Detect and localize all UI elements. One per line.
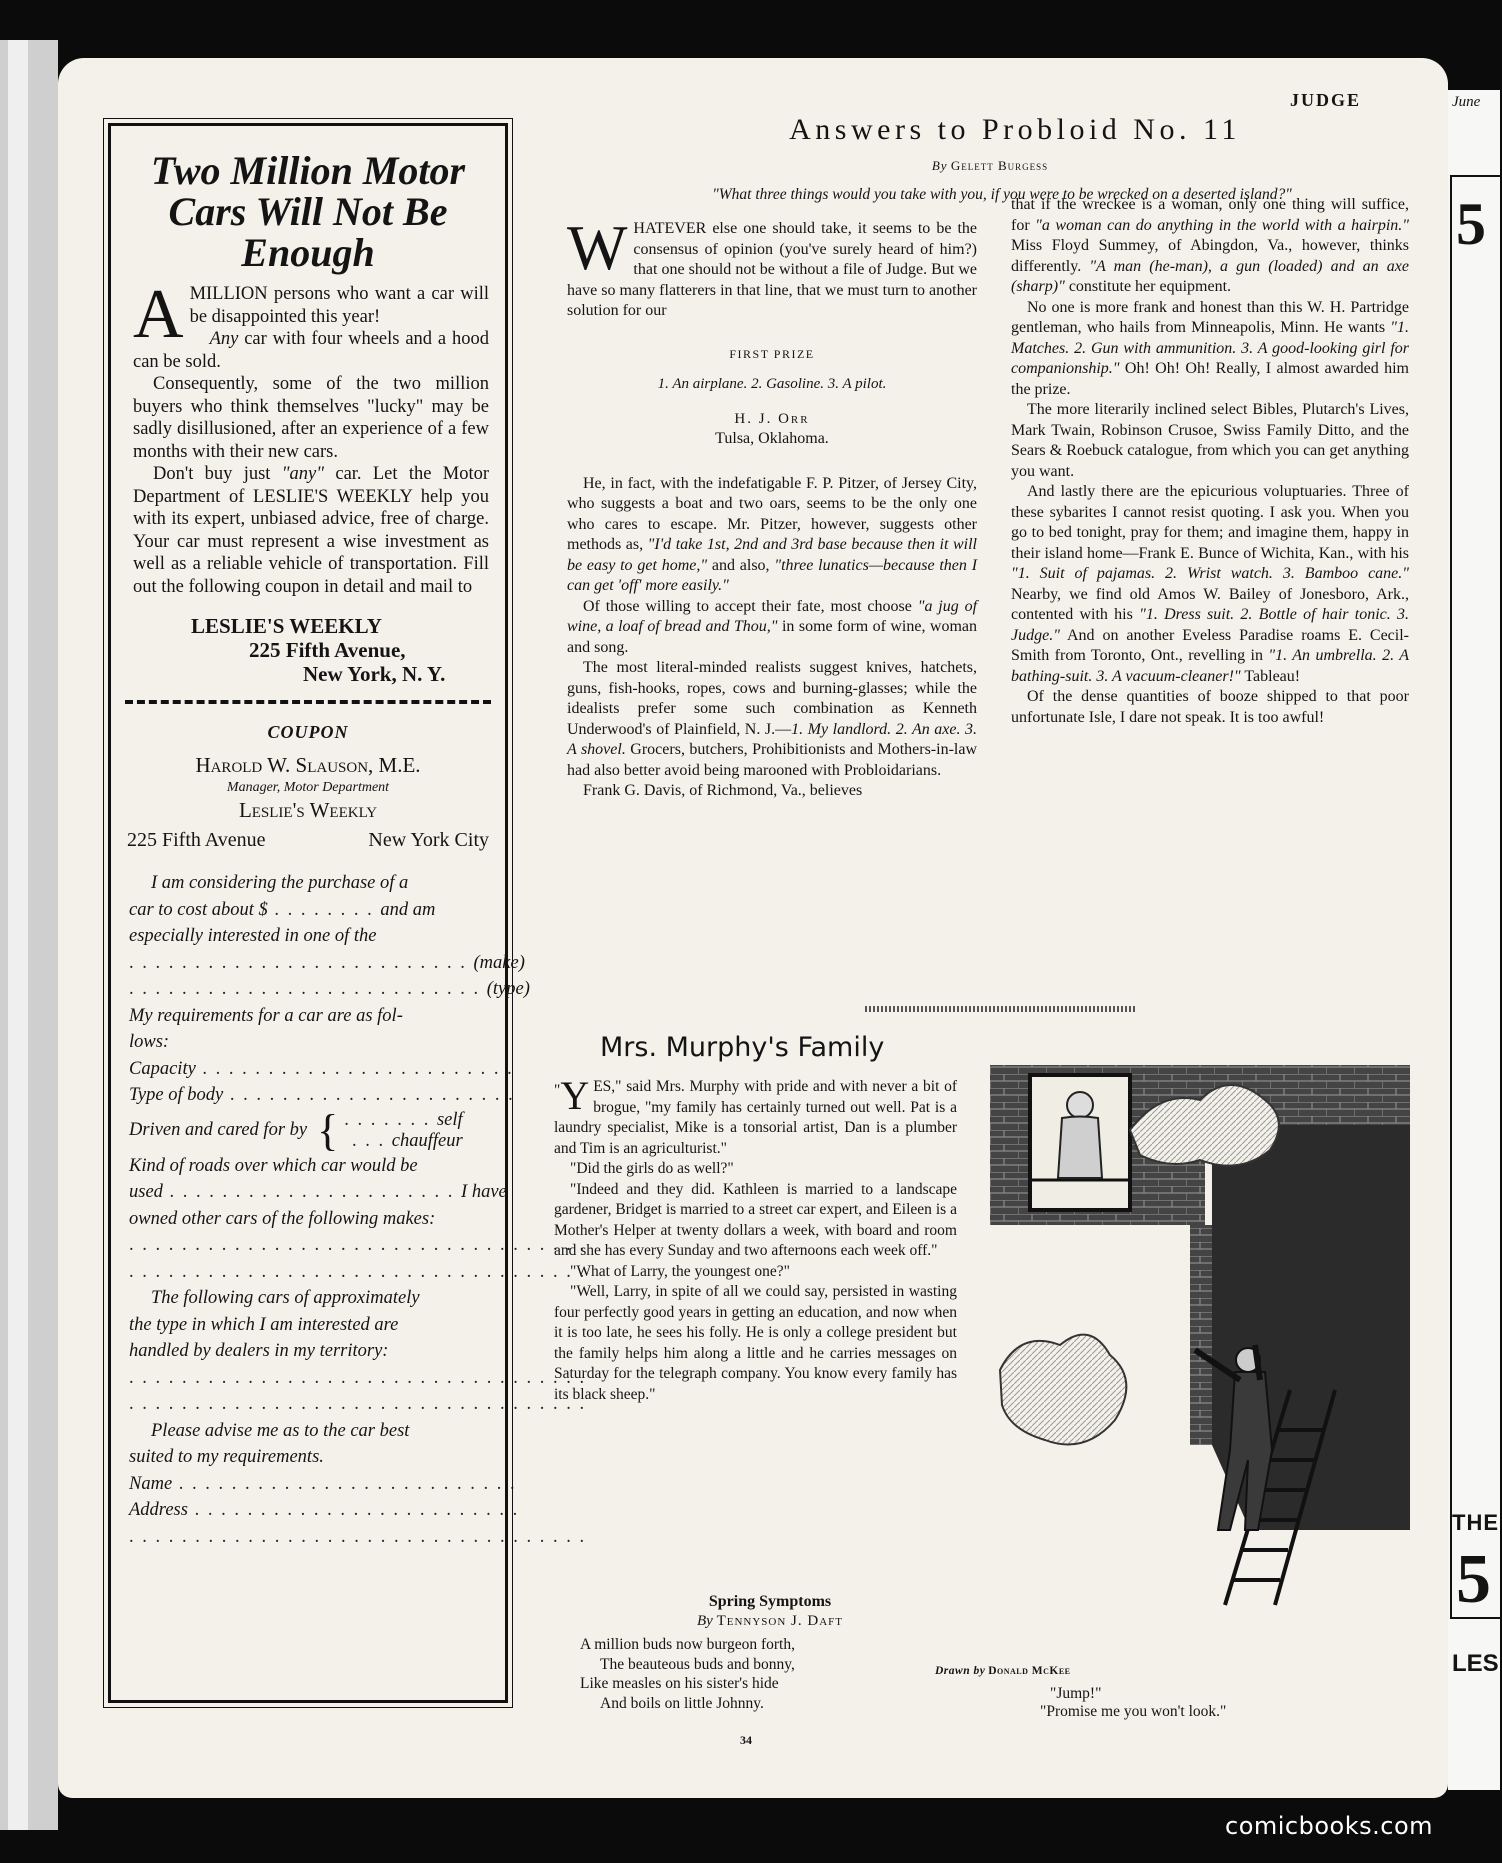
form-capacity-label: Capacity — [129, 1058, 196, 1079]
poem-line-1: A million buds now burgeon forth, — [580, 1636, 795, 1653]
form-address-blank-2[interactable]: . . . . . . . . . . . . . . . . . . . . . . . . . . . . . . . . . . . — [129, 1526, 587, 1547]
c2p4c: And on another Eveless Paradise roams E. Cecil-Smith from Toronto, Ont., revelling in — [1011, 626, 1409, 664]
article-p1-text: HATEVER else one should take, it seems to be the consensus of opinion (you've surely heard of him?) that one should not be without a file of Judge. But we have so many flatterers in that line, that we must turn to another solution for our — [567, 220, 977, 319]
coupon-address — [127, 829, 489, 852]
coupon-form — [111, 852, 587, 1550]
prize-winner-place: Tulsa, Oklahoma. — [715, 430, 829, 447]
brick-pillar — [1190, 1225, 1212, 1445]
section-divider — [865, 1006, 1135, 1012]
article-column-2 — [1011, 195, 1409, 728]
article-c2-p4 — [1011, 482, 1409, 687]
form-line-name[interactable] — [129, 1471, 517, 1498]
left-page-edge-highlight — [8, 40, 28, 1830]
article-c2-p5: Of the dense quantities of booze shipped to that poor unfortunate Isle, I dare not speak. It is too awful! — [1011, 688, 1409, 726]
murphy-title: Mrs. Murphy's Family — [600, 1032, 885, 1063]
page-number: 34 — [740, 1733, 752, 1747]
adjacent-page-digit: 5 — [1456, 191, 1486, 257]
c2p2em: "1. Matches. 2. Gun with ammunition. 3. A good-looking girl for companionship." — [1011, 319, 1409, 377]
coupon-recipient-role: Manager, Motor Department — [226, 780, 390, 795]
murphy-p3: "Indeed and they did. Kathleen is married to a landscape gardener, Bridget is married to a street car expert, and Eileen is a Mother's Helper at twenty dollars a week, with board and room and she has every Sunday and two afternoons each week off." — [554, 1180, 957, 1259]
poem-by: By — [697, 1612, 713, 1629]
form-line-make[interactable] — [129, 950, 525, 977]
form-line-dealers-3: handled by dealers in my territory: — [129, 1341, 389, 1361]
adjacent-page-date: June — [1452, 94, 1481, 110]
article-p5: Frank G. Davis, of Richmond, Va., believes — [583, 782, 863, 799]
ad-dropcap: A — [133, 276, 184, 353]
running-head: JUDGE — [1290, 90, 1362, 110]
credit-pre: Drawn by — [935, 1665, 986, 1677]
c2p1b: Miss Floyd Summey, of Abingdon, Va., however, thinks differently. — [1011, 237, 1409, 275]
form-line-owned: owned other cars of the following makes: — [129, 1208, 436, 1229]
adjacent-page-box — [1450, 175, 1502, 1619]
form-line-driven[interactable] — [129, 1105, 489, 1155]
watermark: comicbooks.com — [1225, 1812, 1434, 1840]
illustration-credit — [935, 1665, 1071, 1677]
form-line-address[interactable] — [129, 1497, 520, 1524]
form-body-label: Type of body — [129, 1085, 224, 1105]
coupon-city: New York City — [368, 829, 489, 851]
form-line-6: My requirements for a car are as fol- — [129, 1005, 403, 1026]
poem-author — [580, 1612, 960, 1632]
c2p1c: constitute her equipment. — [1068, 278, 1232, 295]
c1p3b: in some form of wine, woman and song. — [567, 618, 978, 656]
ad-p2-em: Any — [209, 329, 239, 349]
form-cost-label: car to cost about $ — [129, 899, 268, 920]
article-p2 — [567, 474, 977, 597]
form-line-used[interactable] — [129, 1179, 507, 1206]
form-line-body[interactable] — [129, 1082, 515, 1109]
form-driven-chauffeur[interactable] — [344, 1131, 462, 1152]
form-owned-blank-1[interactable]: . . . . . . . . . . . . . . . . . . . . . . . . . . . . . . . . . . . — [129, 1235, 587, 1255]
leslies-ad-box — [108, 123, 587, 1703]
form-line-advise-1: Please advise me as to the car best — [151, 1420, 410, 1441]
c2p1em1: "a woman can do anything in the world with a hairpin." — [1035, 216, 1410, 234]
form-make-blank[interactable]: . . . . . . . . . . . . . . . . . . . . . . . . . . — [129, 952, 474, 973]
ad-paragraph-4 — [133, 463, 489, 598]
poem-line-4: And boils on little Johnny. — [600, 1694, 764, 1712]
c2p4b: Nearby, we find old Amos W. Bailey of Jonesboro, Ark., contented with his — [1011, 585, 1409, 623]
form-body-blank[interactable]: . . . . . . . . . . . . . . . . . . . . . . — [223, 1085, 515, 1105]
c2p4d: Tableau! — [1244, 667, 1301, 685]
murphy-p1 — [554, 1073, 957, 1159]
form-line-cost[interactable] — [129, 897, 489, 924]
form-line-1: I am considering the purchase of a — [151, 873, 409, 893]
ad-p2-text: car with four wheels and a hood can be sold. — [133, 329, 490, 372]
brace-glyph: { — [317, 1105, 339, 1155]
adjacent-page-les: LES — [1452, 1650, 1499, 1677]
adjacent-page-edge — [1448, 90, 1500, 1790]
form-line-type[interactable] — [129, 976, 530, 1003]
c1p3em: "a jug of wine, a loaf of bread and Thou," — [567, 597, 978, 635]
c1p4b: Grocers, butchers, Prohibitionists and Mothers-in-law had also better avoid being marooned with Probloidarians. — [567, 741, 977, 779]
article-p3 — [567, 597, 977, 659]
ad-p4b: car. Let the Motor Department of LESLIE'S WEEKLY help you with its expert, unbiased advice, free of charge. Your car must represent a wise investment as well as a reliable vehicle of transportation. Fill out the following coupon in detail and mail to — [133, 464, 490, 597]
article-c2-p1 — [1011, 195, 1409, 298]
prize-heading: FIRST PRIZE — [729, 346, 815, 361]
adjacent-page-digit-2: 5 — [1456, 1541, 1491, 1618]
ad-address-line-3: New York, N. Y. — [303, 662, 446, 686]
form-self-label: self — [436, 1109, 463, 1130]
poem-author-name: Tennyson J. Daft — [716, 1612, 843, 1629]
c2p2b: Oh! Oh! Oh! Really, I almost awarded him the prize. — [1011, 360, 1410, 398]
form-cost-blank[interactable]: . . . . . . . . — [267, 899, 381, 920]
c1p3a: Of those willing to accept their fate, most choose — [583, 597, 912, 615]
murphy-p5: "Well, Larry, in spite of all we could say, persisted in wasting four perfectly good years in getting an education, and now when it is too late, he sees his folly. He is only a college president but the family helps him along a little and he carries messages on Saturday for the telegraph company. You know every family has its black sheep." — [554, 1283, 957, 1403]
article-byline — [840, 158, 1140, 174]
form-line-capacity[interactable] — [129, 1056, 514, 1083]
poem-line-2: The beauteous buds and bonny, — [600, 1655, 795, 1673]
form-line-7: lows: — [129, 1032, 170, 1052]
ad-paragraph-2 — [133, 328, 489, 373]
c1p4a: The most literal-minded realists suggest knives, hatchets, guns, fish-hooks, ropes, cows and burning-glasses; while the idealists prefer some such combination as Kenneth Underwood's of Plainfield, N. J.— — [567, 659, 977, 738]
c1p2em2: "three lunatics—because then I can get 'off' more easily." — [567, 556, 978, 594]
coupon-cut-line — [125, 700, 491, 704]
dots-self: . . . . . . . — [344, 1109, 437, 1130]
prize-list: 1. An airplane. 2. Gasoline. 3. A pilot. — [657, 376, 887, 392]
murphy-column — [554, 1073, 957, 1405]
form-line-3: especially interested in one of the — [129, 926, 377, 946]
coupon-street: 225 Fifth Avenue — [127, 829, 266, 851]
form-line-advise-2: suited to my requirements. — [129, 1447, 324, 1467]
article-column-1 — [567, 212, 978, 802]
murphy-p4: "What of Larry, the youngest one?" — [570, 1262, 790, 1280]
form-line-dealers-1: The following cars of approximately — [151, 1288, 420, 1308]
form-driven-label: Driven and cared for by — [129, 1120, 308, 1141]
form-dealers-blank-1[interactable]: . . . . . . . . . . . . . . . . . . . . . . . . . . . . . . . . . . . — [129, 1367, 587, 1388]
ad-p4a: Don't buy just — [153, 464, 271, 484]
article-dropcap: W — [567, 212, 628, 283]
coupon-recipient: Harold W. Slauson, M.E. — [195, 753, 421, 777]
article-title: Answers to Probloid No. 11 — [789, 113, 1241, 146]
c2p2a: No one is more frank and honest than this W. H. Partridge gentleman, who hails from Minneapolis, Minn. He wants — [1011, 298, 1409, 336]
c1p4em: 1. My landlord. 2. An axe. 3. A shovel. — [567, 720, 977, 758]
caption-line-1: "Jump!" — [1050, 1685, 1102, 1702]
murphy-open-quote: " — [554, 1082, 561, 1099]
ad-title: Two Million Motor Cars Will Not Be Enough — [150, 148, 466, 275]
poem-title: Spring Symptoms — [708, 1593, 832, 1610]
fire-escape-illustration — [990, 1060, 1420, 1610]
form-name-label: Name — [129, 1473, 173, 1494]
form-make-label: (make) — [473, 952, 525, 973]
murphy-dropcap: Y — [560, 1073, 590, 1118]
ad-p4-em: "any" — [281, 464, 325, 484]
article-c2-p3: The more literarily inclined select Bibles, Plutarch's Lives, Mark Twain, Robinson Crusoe, Swiss Family Ditto, and the Sears & Roebuck catalogue, from which you can get anything you want. — [1011, 401, 1409, 480]
byline-name: Gelett Burgess — [950, 158, 1049, 173]
article-c2-p2 — [1011, 298, 1409, 401]
form-line-dealers-2: the type in which I am interested are — [129, 1314, 399, 1335]
c2p4a: And lastly there are the epicurious voluptuaries. Three of these sybarites I cannot resist quoting. I ask you. When you go to bed tonight, pray for them; and imagine them, happy in their island home—Frank E. Bunce of Wichita, Kan., with his — [1011, 483, 1409, 562]
murphy-p2: "Did the girls do as well?" — [570, 1160, 734, 1177]
ad-address — [191, 614, 505, 686]
article-question: "What three things would you take with you, if you were to be wrecked on a deserted island?" — [712, 186, 1292, 203]
prize-winner: H. J. Orr — [734, 410, 810, 427]
form-used-label: used — [129, 1182, 163, 1202]
woman-figure — [1058, 1117, 1102, 1179]
form-chauffeur-label: chauffeur — [391, 1130, 463, 1151]
poem-line-3: Like measles on his sister's hide — [580, 1675, 779, 1692]
form-type-label: (type) — [486, 979, 530, 999]
article-p1 — [567, 212, 977, 322]
caption-line-2: "Promise me you won't look." — [1040, 1703, 1227, 1720]
form-line-roads: Kind of roads over which car would be — [129, 1155, 418, 1176]
adjacent-page-the: THE — [1452, 1510, 1499, 1535]
poem — [560, 1592, 960, 1713]
form-driven-options — [344, 1110, 462, 1152]
form-address-label: Address — [129, 1500, 188, 1520]
c1p2a: He, in fact, with the indefatigable F. P. Pitzer, of Jersey City, who suggests a boat and two oars, seems to be the only one who cares to escape. Mr. Pitzer, however, suggests other methods as, — [567, 474, 977, 553]
form-driven-self[interactable] — [344, 1110, 462, 1131]
credit-name: Donald McKee — [988, 1665, 1071, 1677]
ad-paragraph-3: Consequently, some of the two million buyers who think themselves "lucky" may be sadly disillusioned, after an experience of a few months with their new cars. — [133, 374, 489, 462]
c2p4em2: "1. Dress suit. 2. Bottle of hair tonic. 3. Judge." — [1011, 606, 1410, 644]
ad-address-line-2: 225 Fifth Avenue, — [249, 638, 406, 662]
coupon-magazine: Leslie's Weekly — [238, 798, 378, 822]
woman-head — [1067, 1092, 1093, 1118]
c2p1em2: "A man (he-man), a gun (loaded) and an axe (sharp)" — [1011, 257, 1409, 295]
form-dealers-blank-2[interactable]: . . . . . . . . . . . . . . . . . . . . . . . . . . . . . . . . . . . — [129, 1394, 587, 1414]
form-name-blank[interactable]: . . . . . . . . . . . . . . . . . . . . . . . . . . — [172, 1473, 517, 1494]
form-used-blank[interactable]: . . . . . . . . . . . . . . . . . . . . . . — [162, 1182, 462, 1202]
c1p2b: and also, — [711, 556, 770, 574]
c2p4em1: "1. Suit of pajamas. 2. Wrist watch. 3. Bamboo cane." — [1011, 565, 1409, 582]
form-have-label: I have — [461, 1182, 507, 1202]
form-type-blank[interactable]: . . . . . . . . . . . . . . . . . . . . . . . . . . . — [129, 979, 487, 999]
article-p4 — [567, 658, 977, 781]
ad-address-line-1: LESLIE'S WEEKLY — [191, 614, 382, 638]
form-capacity-blank[interactable]: . . . . . . . . . . . . . . . . . . . . . . . . — [195, 1058, 514, 1079]
ad-p1-text: MILLION persons who want a car will be disappointed this year! — [189, 284, 489, 327]
c1p2em1: "I'd take 1st, 2nd and 3rd base because then it will be easy to get home," — [567, 536, 977, 574]
form-cost-suffix: and am — [380, 899, 436, 920]
dots-chauffeur: . . . — [352, 1130, 392, 1151]
ad-body — [111, 276, 505, 598]
c2p4em3: "1. An umbrella. 2. A bathing-suit. 3. A vacuum-cleaner!" — [1011, 647, 1409, 685]
c2p1a: that if the wreckee is a woman, only one thing will suffice, for — [1011, 196, 1409, 234]
coupon-title: COUPON — [267, 722, 349, 742]
smoke-cloud-bottom — [1000, 1335, 1126, 1445]
byline-pre: By — [931, 158, 948, 173]
illustration-caption — [1040, 1685, 1226, 1721]
form-address-blank[interactable]: . . . . . . . . . . . . . . . . . . . . . . . . . — [187, 1500, 520, 1520]
murphy-p1-text: ES," said Mrs. Murphy with pride and with never a bit of brogue, "my family has certainly turned out well. Pat is a laundry specialist, Mike is a tonsorial artist, Dan is a plumber and Tim is an agriculturist." — [554, 1078, 957, 1157]
form-owned-blank-2[interactable]: . . . . . . . . . . . . . . . . . . . . . . . . . . . . . . . . . . . — [129, 1261, 587, 1282]
